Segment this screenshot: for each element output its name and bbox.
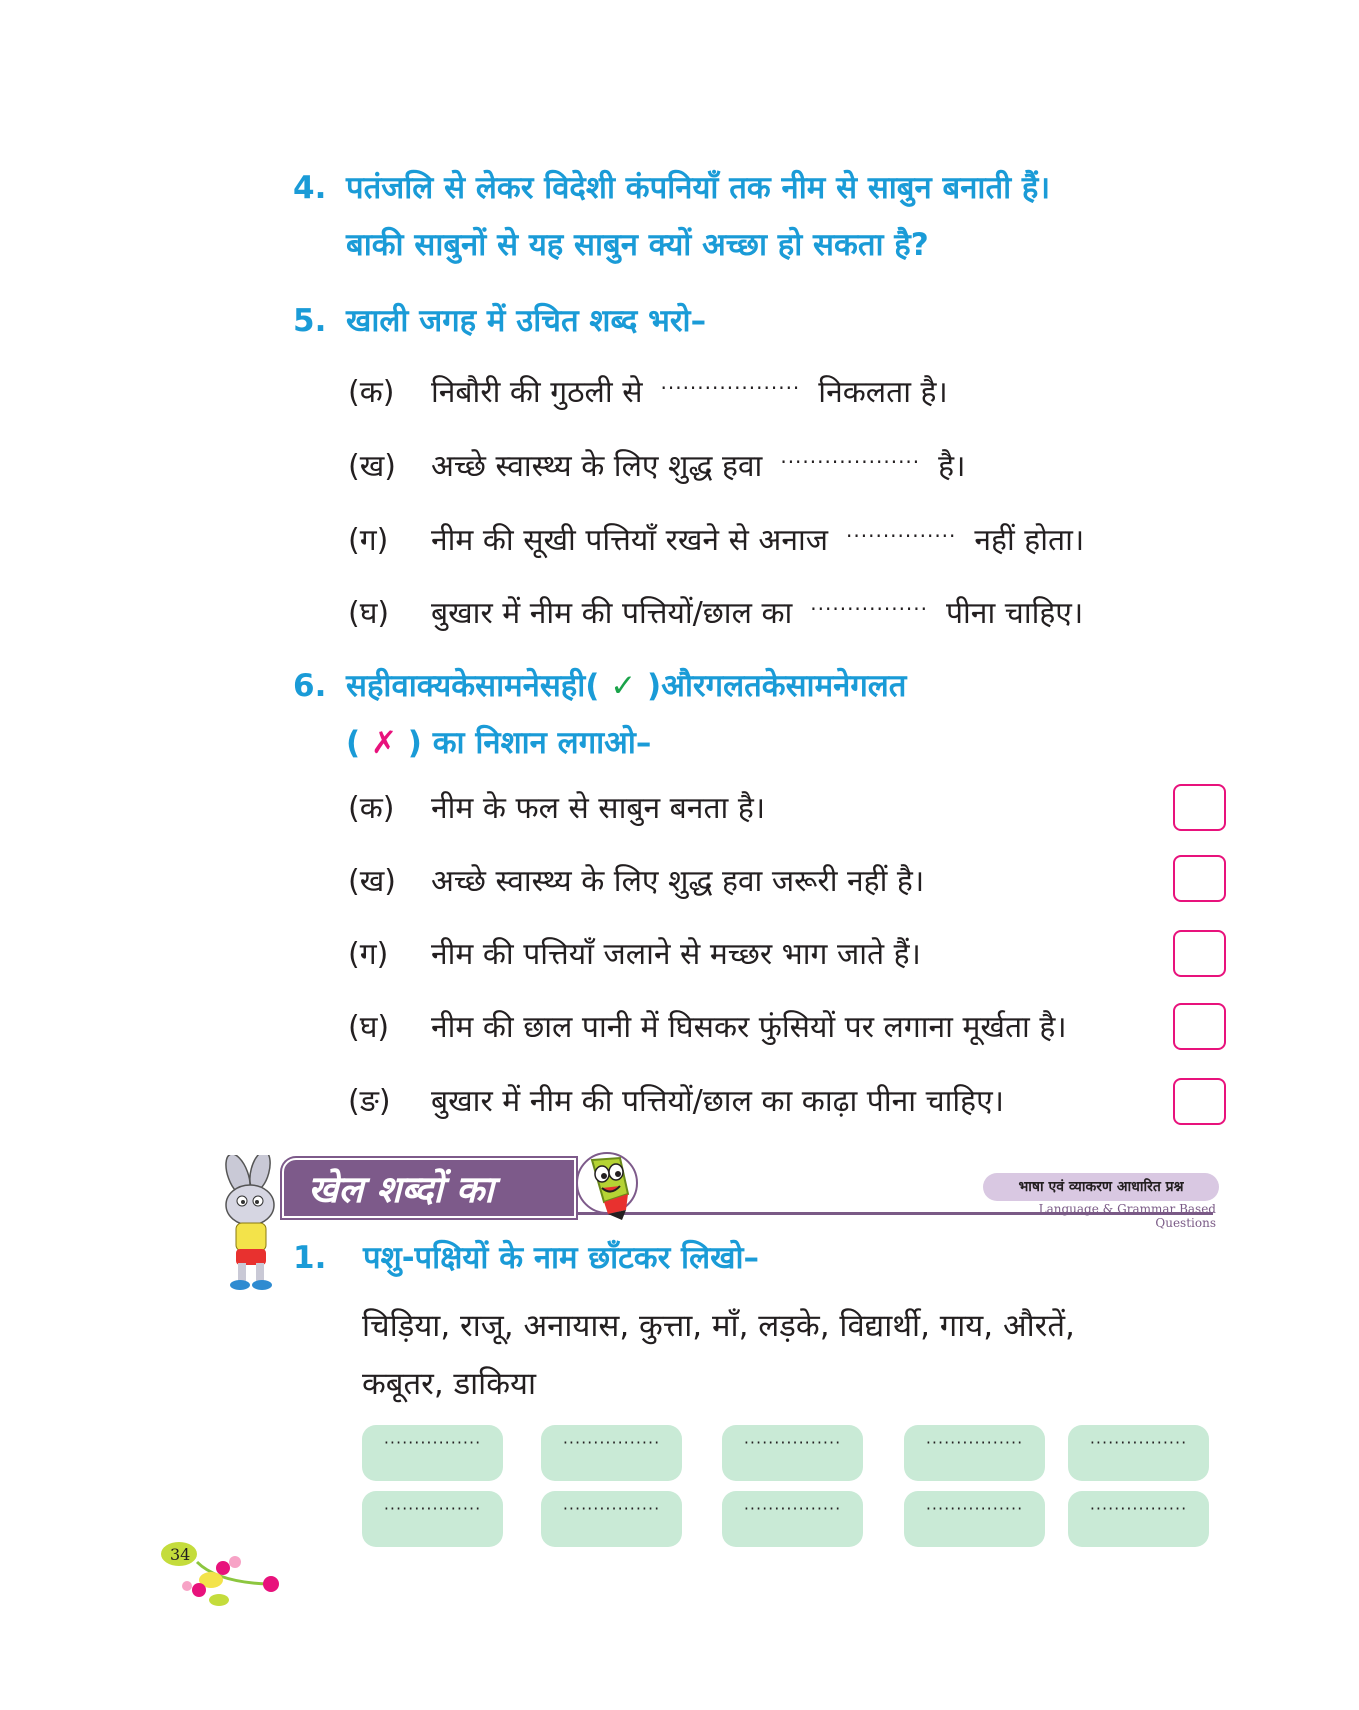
item-text-after: निकलता है। <box>818 375 948 410</box>
word-list-line1: चिड़िया, राजू, अनायास, कुत्ता, माँ, लड़के, विद्यार्थी, गाय, औरतें, <box>362 1308 1075 1344</box>
true-false-item <box>348 1082 1004 1122</box>
answer-checkbox[interactable] <box>1173 784 1226 831</box>
blank-line[interactable]: ··················· <box>660 376 801 400</box>
answer-field[interactable]: ················ <box>1068 1491 1209 1547</box>
item-label: (क) <box>348 791 395 826</box>
question-text-line1 <box>346 658 1243 715</box>
grammar-badge: भाषा एवं व्याकरण आधारित प्रश्न <box>983 1173 1219 1201</box>
question-word: के <box>451 668 476 704</box>
question-word: गलत <box>850 668 907 704</box>
item-text: नीम की पत्तियाँ जलाने से मच्छर भाग जाते हैं। <box>431 937 921 972</box>
grammar-badge-subtitle: Language & Grammar Based Questions <box>1038 1202 1216 1230</box>
item-text: नीम की छाल पानी में घिसकर फुंसियों पर लगाना मूर्खता है। <box>431 1010 1067 1045</box>
question-word: सही <box>539 668 586 704</box>
word-list-line2: कबूतर, डाकिया <box>362 1366 537 1402</box>
item-text: बुखार में नीम की पत्तियों/छाल का काढ़ा पीना चाहिए। <box>431 1084 1005 1119</box>
question-number: 1. <box>293 1240 327 1276</box>
answer-field[interactable]: ················ <box>362 1425 503 1481</box>
answer-field[interactable]: ················ <box>1068 1425 1209 1481</box>
answer-field[interactable]: ················ <box>541 1491 682 1547</box>
question-word: सामने <box>785 668 851 704</box>
question-word: सही <box>346 668 392 704</box>
question-text-line2 <box>346 715 1243 772</box>
section-banner <box>282 1158 576 1218</box>
section-banner-title: खेल शब्दों का <box>308 1168 494 1211</box>
item-text-after: नहीं होता। <box>974 523 1085 558</box>
answer-field[interactable]: ················ <box>722 1491 863 1547</box>
question-number: 6. <box>293 668 327 704</box>
question-word: ( ✓ ) <box>585 668 662 704</box>
question-word: और <box>661 668 706 704</box>
question-title: पशु-पक्षियों के नाम छाँटकर लिखो– <box>363 1240 759 1276</box>
item-text: नीम की सूखी पत्तियाँ रखने से अनाज <box>431 523 829 558</box>
page-number-decoration <box>157 1542 287 1612</box>
question-number: 4. <box>293 170 327 206</box>
answer-checkbox[interactable] <box>1173 1078 1226 1125</box>
answer-field[interactable]: ················ <box>362 1491 503 1547</box>
answer-field[interactable]: ················ <box>541 1425 682 1481</box>
rabbit-mascot-icon <box>206 1155 296 1295</box>
item-label: (ग) <box>348 523 389 558</box>
answer-field[interactable]: ················ <box>904 1491 1045 1547</box>
question-title: खाली जगह में उचित शब्द भरो– <box>346 303 707 339</box>
pencil-mascot-icon <box>574 1150 646 1222</box>
question-6 <box>293 658 1243 772</box>
question-word: वाक्य <box>391 668 452 704</box>
item-label: (ख) <box>348 864 396 899</box>
item-text: अच्छे स्वास्थ्य के लिए शुद्ध हवा जरूरी नहीं है। <box>431 864 925 899</box>
page-number: 34 <box>170 1545 191 1564</box>
answer-field[interactable]: ················ <box>722 1425 863 1481</box>
paren-open: ( <box>346 725 361 761</box>
item-label: (ङ) <box>348 1084 391 1119</box>
check-mark-icon: ✓ <box>610 668 637 704</box>
item-label: (क) <box>348 375 395 410</box>
item-text: निबौरी की गुठली से <box>431 375 643 410</box>
question-5 <box>293 293 1243 350</box>
instruction-text: ) का निशान लगाओ– <box>407 725 652 761</box>
item-label: (ख) <box>348 449 396 484</box>
cross-mark-icon: ✗ <box>370 725 397 761</box>
item-text: नीम के फल से साबुन बनता है। <box>431 791 766 826</box>
fill-item <box>348 516 1084 561</box>
item-text: बुखार में नीम की पत्तियों/छाल का <box>431 596 793 631</box>
word-list <box>362 1297 1222 1413</box>
question-word: के <box>761 668 786 704</box>
item-text: अच्छे स्वास्थ्य के लिए शुद्ध हवा <box>431 449 763 484</box>
question-4 <box>293 160 1243 274</box>
true-false-item <box>348 1008 1067 1048</box>
true-false-item <box>348 789 765 829</box>
answer-checkbox[interactable] <box>1173 1003 1226 1050</box>
question-number: 5. <box>293 303 327 339</box>
fill-item <box>348 589 1083 634</box>
true-false-item <box>348 935 921 975</box>
answer-field[interactable]: ················ <box>904 1425 1045 1481</box>
question-word: सामने <box>475 668 540 704</box>
grammar-question-1 <box>293 1233 759 1283</box>
item-label: (घ) <box>348 1010 390 1045</box>
item-text-after: है। <box>938 449 966 484</box>
question-text-line1: पतंजलि से लेकर विदेशी कंपनियाँ तक नीम से साबुन बनाती हैं। <box>346 170 1051 206</box>
item-label: (घ) <box>348 596 390 631</box>
answer-checkbox[interactable] <box>1173 855 1226 902</box>
item-text-after: पीना चाहिए। <box>946 596 1084 631</box>
question-word: गलत <box>705 668 762 704</box>
blank-line[interactable]: ··················· <box>780 450 921 474</box>
question-text-line2: बाकी साबुनों से यह साबुन क्यों अच्छा हो सकता है? <box>346 227 929 263</box>
fill-item <box>348 368 948 413</box>
item-label: (ग) <box>348 937 389 972</box>
answer-checkbox[interactable] <box>1173 930 1226 977</box>
true-false-item <box>348 862 924 902</box>
blank-line[interactable]: ················ <box>810 597 928 621</box>
fill-item <box>348 442 965 487</box>
blank-line[interactable]: ··············· <box>846 524 957 548</box>
